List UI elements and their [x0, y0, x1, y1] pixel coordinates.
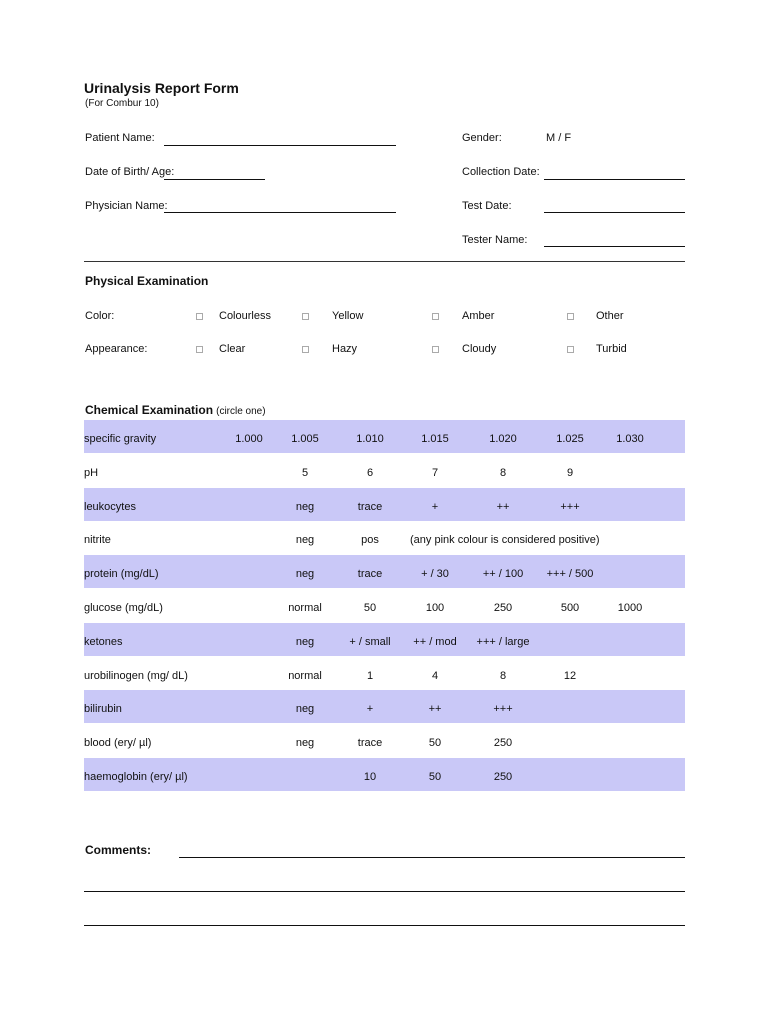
collection-date-label: Collection Date: [462, 166, 540, 178]
result-option[interactable]: 5 [301, 466, 309, 479]
appearance-hazy-checkbox[interactable] [302, 346, 309, 353]
color-option-amber: Amber [462, 310, 495, 322]
result-option[interactable]: 50 [428, 737, 442, 750]
result-option[interactable]: neg [295, 568, 315, 581]
color-option-other: Other [596, 310, 624, 322]
result-option[interactable]: 1.025 [556, 433, 584, 445]
comments-line-1[interactable] [179, 857, 685, 858]
color-colourless-checkbox[interactable] [196, 313, 203, 320]
physician-name-label: Physician Name: [85, 200, 168, 212]
color-option-colourless: Colourless [219, 310, 271, 322]
result-option[interactable]: 1.030 [616, 433, 644, 445]
test-name: bilirubin [84, 703, 122, 716]
result-option[interactable]: + / 30 [421, 568, 449, 581]
table-row-band [84, 555, 685, 588]
table-row-band [84, 420, 685, 453]
result-option[interactable]: 500 [560, 602, 580, 614]
test-name: pH [84, 466, 99, 479]
test-name: urobilinogen (mg/ dL) [84, 669, 188, 682]
color-amber-checkbox[interactable] [432, 313, 439, 320]
result-option[interactable]: + / small [349, 635, 391, 648]
result-option[interactable]: ++ [428, 703, 442, 716]
test-name: protein (mg/dL) [84, 568, 159, 581]
appearance-option-clear: Clear [219, 343, 246, 355]
result-option[interactable]: 1.020 [489, 433, 517, 445]
result-option[interactable]: 1.015 [421, 433, 449, 445]
result-option[interactable]: pos [361, 534, 379, 547]
form-title: Urinalysis Report Form [84, 80, 239, 96]
result-option[interactable]: neg [295, 500, 315, 513]
result-option[interactable]: 12 [563, 669, 577, 682]
result-option[interactable]: 1.010 [356, 433, 384, 445]
appearance-turbid-checkbox[interactable] [567, 346, 574, 353]
tester-name-label: Tester Name: [462, 234, 528, 246]
result-option[interactable]: 7 [431, 466, 439, 479]
result-option[interactable]: 6 [366, 466, 374, 479]
result-option[interactable]: 100 [425, 602, 445, 614]
chemical-exam-note: (circle one) [216, 406, 266, 417]
appearance-label: Appearance: [85, 343, 148, 355]
result-option[interactable]: normal [288, 669, 322, 682]
gender-label: Gender: [462, 132, 502, 144]
table-row-band [84, 488, 685, 521]
result-option[interactable]: 1000 [617, 602, 643, 614]
comments-line-2[interactable] [84, 891, 685, 892]
result-option[interactable]: 250 [493, 602, 513, 614]
test-name: haemoglobin (ery/ µl) [84, 771, 188, 783]
result-option[interactable]: trace [357, 737, 383, 750]
appearance-option-turbid: Turbid [596, 343, 627, 355]
comments-line-3[interactable] [84, 925, 685, 926]
result-option[interactable]: 4 [431, 669, 439, 682]
test-date-field[interactable] [544, 212, 685, 213]
patient-name-field[interactable] [164, 145, 396, 146]
result-option[interactable]: ++ / 100 [482, 568, 524, 581]
result-option[interactable]: 1.000 [235, 433, 263, 445]
result-option[interactable]: 10 [363, 771, 377, 783]
result-option[interactable]: 1.005 [291, 433, 319, 445]
result-option[interactable]: +++ [560, 500, 580, 513]
form-subtitle: (For Combur 10) [85, 98, 159, 109]
result-option[interactable]: ++ [496, 500, 510, 513]
test-date-label: Test Date: [462, 200, 512, 212]
test-name: ketones [84, 635, 123, 648]
chemical-exam-heading: Chemical Examination [85, 403, 214, 417]
result-option[interactable]: normal [288, 602, 322, 614]
test-name: blood (ery/ µl) [84, 737, 152, 750]
test-name: nitrite [84, 534, 111, 547]
test-name: specific gravity [84, 433, 157, 445]
result-option[interactable]: + [366, 703, 374, 716]
gender-options[interactable]: M / F [546, 132, 572, 144]
table-row-band [84, 690, 685, 723]
result-option[interactable]: neg [295, 703, 315, 716]
result-option[interactable]: neg [295, 635, 315, 648]
result-option[interactable]: +++ / 500 [546, 568, 594, 581]
color-yellow-checkbox[interactable] [302, 313, 309, 320]
appearance-option-hazy: Hazy [332, 343, 358, 355]
result-option[interactable]: 1 [366, 669, 374, 682]
appearance-clear-checkbox[interactable] [196, 346, 203, 353]
patient-name-label: Patient Name: [85, 132, 155, 144]
physical-exam-heading: Physical Examination [85, 274, 209, 288]
result-option[interactable]: 50 [363, 602, 377, 614]
chemical-exam-heading-group [85, 403, 266, 417]
tester-name-field[interactable] [544, 246, 685, 247]
result-option[interactable]: trace [357, 500, 383, 513]
dob-age-label: Date of Birth/ Age: [85, 166, 175, 178]
result-option[interactable]: + [431, 500, 439, 513]
result-option[interactable]: 8 [499, 466, 507, 479]
color-label: Color: [85, 310, 115, 322]
appearance-cloudy-checkbox[interactable] [432, 346, 439, 353]
result-option[interactable]: +++ / large [476, 635, 530, 648]
dob-age-field[interactable] [164, 179, 265, 180]
test-name: glucose (mg/dL) [84, 602, 163, 614]
result-option[interactable]: neg [295, 534, 315, 547]
color-option-yellow: Yellow [332, 310, 364, 322]
result-option[interactable]: 9 [566, 466, 574, 479]
comments-label: Comments: [85, 843, 152, 857]
result-option[interactable]: (any pink colour is considered positive) [410, 534, 600, 547]
result-option[interactable]: +++ [493, 703, 513, 716]
result-option[interactable]: 8 [499, 669, 507, 682]
result-option[interactable]: trace [357, 568, 383, 581]
result-option[interactable]: neg [295, 737, 315, 750]
color-other-checkbox[interactable] [567, 313, 574, 320]
result-option[interactable]: ++ / mod [413, 635, 457, 648]
result-option[interactable]: 50 [428, 771, 442, 783]
physician-name-field[interactable] [164, 212, 396, 213]
appearance-option-cloudy: Cloudy [462, 343, 497, 355]
result-option[interactable]: 250 [493, 771, 513, 783]
section-divider [84, 261, 685, 262]
result-option[interactable]: 250 [493, 737, 513, 750]
test-name: leukocytes [84, 500, 136, 513]
collection-date-field[interactable] [544, 179, 685, 180]
